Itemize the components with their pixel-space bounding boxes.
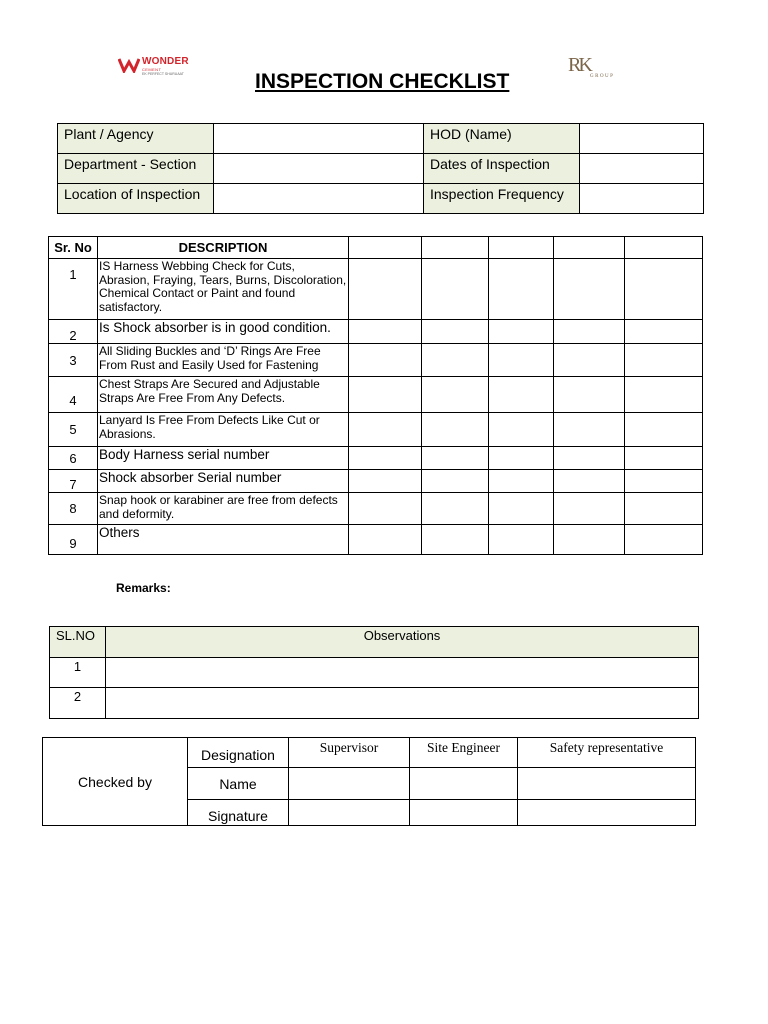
designation-label: Designation	[188, 738, 289, 768]
checked-by-text: Checked by	[78, 773, 152, 790]
supervisor-label: Supervisor	[289, 738, 410, 768]
row-number: 3	[49, 344, 98, 377]
row-description: IS Harness Webbing Check for Cuts, Abrasion, Fraying, Tears, Burns, Discoloration, Chemical Contact or Paint and found satisfactory.	[98, 259, 349, 320]
check-cell[interactable]	[554, 320, 625, 344]
supervisor-name-field[interactable]	[289, 768, 410, 800]
check-cell[interactable]	[489, 377, 554, 413]
checked-by-table	[42, 737, 696, 826]
checklist-row	[49, 320, 703, 344]
logo-sub-text: CEMENT	[142, 67, 162, 72]
observation-row	[50, 658, 699, 688]
checklist-table	[48, 236, 703, 555]
row-number: 8	[49, 493, 98, 525]
row-number: 4	[49, 377, 98, 413]
checked-by-label	[43, 738, 188, 826]
signature-label: Signature	[188, 800, 289, 826]
check-cell[interactable]	[422, 344, 489, 377]
col-observations: Observations	[106, 627, 699, 658]
row-number: 6	[49, 447, 98, 470]
logo-tagline: EK PERFECT SHURUAAT	[142, 72, 184, 76]
row-description: Is Shock absorber is in good condition.	[98, 320, 349, 344]
remarks-label: Remarks:	[116, 581, 171, 595]
logo-brand-text: WONDER	[142, 56, 189, 67]
check-cell[interactable]	[422, 493, 489, 525]
wonder-cement-logo	[118, 56, 214, 78]
row-number: 2	[49, 320, 98, 344]
checklist-row	[49, 413, 703, 447]
row-number: 9	[49, 525, 98, 555]
col-sr-no: Sr. No	[49, 237, 98, 259]
checklist-row	[49, 259, 703, 320]
checklist-row	[49, 377, 703, 413]
row-description: Snap hook or karabiner are free from defects and deformity.	[98, 493, 349, 525]
check-cell[interactable]	[625, 447, 703, 470]
site-engineer-signature-field[interactable]	[410, 800, 518, 826]
inspection-info-table	[57, 123, 704, 214]
check-cell[interactable]	[489, 259, 554, 320]
check-cell[interactable]	[422, 320, 489, 344]
check-cell[interactable]	[554, 413, 625, 447]
check-cell[interactable]	[349, 259, 422, 320]
check-cell[interactable]	[554, 525, 625, 555]
rk-monogram: RK	[568, 54, 590, 76]
col-description: DESCRIPTION	[98, 237, 349, 259]
observation-field[interactable]	[106, 658, 699, 688]
check-cell[interactable]	[349, 470, 422, 493]
plant-agency-field[interactable]	[214, 124, 424, 154]
check-cell[interactable]	[625, 344, 703, 377]
checklist-row	[49, 447, 703, 470]
check-cell[interactable]	[422, 447, 489, 470]
row-description: Lanyard Is Free From Defects Like Cut or Abrasions.	[98, 413, 349, 447]
plant-agency-label: Plant / Agency	[58, 124, 214, 154]
check-cell[interactable]	[349, 525, 422, 555]
row-number: 1	[49, 259, 98, 320]
checklist-row	[49, 525, 703, 555]
row-description: All Sliding Buckles and ‘D’ Rings Are Free From Rust and Easily Used for Fastening	[98, 344, 349, 377]
observation-number: 1	[50, 658, 106, 688]
observation-field[interactable]	[106, 688, 699, 719]
department-field[interactable]	[214, 154, 424, 184]
check-cell[interactable]	[349, 493, 422, 525]
hod-field[interactable]	[580, 124, 704, 154]
observation-number: 2	[50, 688, 106, 719]
row-description: Others	[98, 525, 349, 555]
row-number: 7	[49, 470, 98, 493]
check-cell[interactable]	[489, 413, 554, 447]
checklist-row	[49, 470, 703, 493]
check-cell[interactable]	[625, 413, 703, 447]
check-cell[interactable]	[489, 525, 554, 555]
check-cell[interactable]	[554, 344, 625, 377]
check-cell[interactable]	[349, 320, 422, 344]
observations-table	[49, 626, 699, 719]
wonder-logo-icon	[118, 57, 140, 73]
check-cell[interactable]	[554, 259, 625, 320]
check-cell[interactable]	[489, 447, 554, 470]
row-description: Shock absorber Serial number	[98, 470, 349, 493]
location-field[interactable]	[214, 184, 424, 214]
rk-group-logo	[566, 54, 614, 82]
check-cell[interactable]	[625, 377, 703, 413]
safety-representative-label: Safety representative	[518, 738, 696, 768]
check-cell[interactable]	[422, 377, 489, 413]
row-description: Chest Straps Are Secured and Adjustable Straps Are Free From Any Defects.	[98, 377, 349, 413]
row-number: 5	[49, 413, 98, 447]
site-engineer-name-field[interactable]	[410, 768, 518, 800]
check-cell[interactable]	[554, 470, 625, 493]
page-title: INSPECTION CHECKLIST	[255, 70, 510, 93]
dates-field[interactable]	[580, 154, 704, 184]
check-cell[interactable]	[349, 413, 422, 447]
check-cell[interactable]	[422, 259, 489, 320]
check-cell[interactable]	[625, 525, 703, 555]
check-cell[interactable]	[349, 377, 422, 413]
frequency-field[interactable]	[580, 184, 704, 214]
hod-label: HOD (Name)	[424, 124, 580, 154]
rk-group-text: GROUP	[590, 74, 615, 79]
check-cell[interactable]	[625, 470, 703, 493]
check-cell[interactable]	[625, 259, 703, 320]
check-cell[interactable]	[554, 447, 625, 470]
check-cell[interactable]	[625, 320, 703, 344]
dates-label: Dates of Inspection	[424, 154, 580, 184]
check-cell[interactable]	[489, 493, 554, 525]
safety-rep-name-field[interactable]	[518, 768, 696, 800]
check-cell[interactable]	[489, 320, 554, 344]
site-engineer-label: Site Engineer	[410, 738, 518, 768]
check-cell[interactable]	[489, 344, 554, 377]
check-cell[interactable]	[422, 413, 489, 447]
check-cell[interactable]	[554, 377, 625, 413]
check-cell[interactable]	[422, 525, 489, 555]
observation-row	[50, 688, 699, 719]
check-cell[interactable]	[489, 470, 554, 493]
check-cell[interactable]	[554, 493, 625, 525]
safety-rep-signature-field[interactable]	[518, 800, 696, 826]
check-cell[interactable]	[625, 493, 703, 525]
check-cell[interactable]	[349, 447, 422, 470]
supervisor-signature-field[interactable]	[289, 800, 410, 826]
check-cell[interactable]	[349, 344, 422, 377]
location-label: Location of Inspection	[58, 184, 214, 214]
name-label: Name	[188, 768, 289, 800]
checklist-row	[49, 493, 703, 525]
col-sl-no: SL.NO	[50, 627, 106, 658]
row-description: Body Harness serial number	[98, 447, 349, 470]
department-label: Department - Section	[58, 154, 214, 184]
checklist-row	[49, 344, 703, 377]
frequency-label: Inspection Frequency	[424, 184, 580, 214]
check-cell[interactable]	[422, 470, 489, 493]
